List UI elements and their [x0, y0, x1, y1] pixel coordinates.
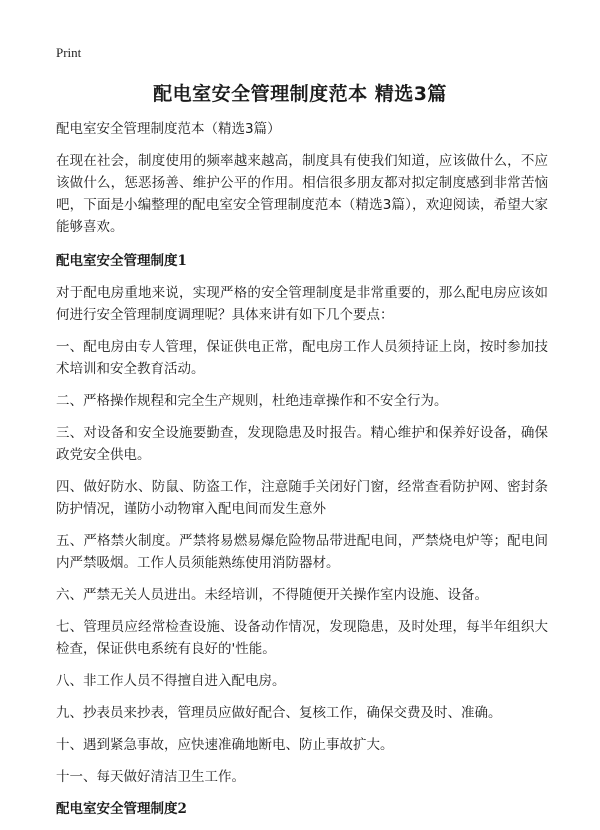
article-body	[56, 118, 548, 830]
list-item: 八、非工作人员不得擅自进入配电房。	[56, 673, 286, 689]
print-link[interactable]: Print	[56, 45, 82, 60]
list-item: 七、管理员应经常检查设施、设备动作情况，发现隐患，及时处理，每半年组织大检查，保证供电系统有良好的'性能。	[56, 619, 548, 657]
list-item: 一、配电房由专人管理，保证供电正常，配电房工作人员须持证上岗，按时参加技术培训和安全教育活动。	[56, 339, 548, 377]
section-lead: 对于配电房重地来说，实现严格的安全管理制度是非常重要的，那么配电房应该如何进行安全管理制度调理呢？具体来讲有如下几个要点：	[56, 285, 548, 323]
list-item: 三、对设备和安全设施要勤查，发现隐患及时报告。精心维护和保养好设备，确保政党安全供电。	[56, 425, 548, 463]
intro-paragraph: 在现在社会，制度使用的频率越来越高，制度具有使我们知道，应该做什么，不应该做什么，惩恶扬善、维护公平的作用。相信很多朋友都对拟定制度感到非常苦恼吧，下面是小编整理的配电室安全管理制度范本（精选3篇），欢迎阅读，希望大家能够喜欢。	[56, 153, 548, 235]
section-heading-1: 配电室安全管理制度1	[56, 253, 187, 269]
list-item: 九、抄表员来抄表，管理员应做好配合、复核工作，确保交费及时、准确。	[56, 705, 502, 721]
list-item: 六、严禁无关人员进出。未经培训，不得随便开关操作室内设施、设备。	[56, 587, 488, 603]
article-subtitle: 配电室安全管理制度范本（精选3篇）	[56, 121, 281, 137]
list-item: 十、遇到紧急事故，应快速准确地断电、防止事故扩大。	[56, 737, 394, 753]
list-item: 十一、每天做好清洁卫生工作。	[56, 769, 245, 785]
rule-list	[56, 336, 548, 788]
section-heading-2: 配电室安全管理制度2	[56, 801, 187, 817]
list-item: 四、做好防水、防鼠、防盗工作，注意随手关闭好门窗，经常查看防护网、密封条防护情况，谨防小动物窜入配电间而发生意外	[56, 479, 548, 517]
list-item: 五、严格禁火制度。严禁将易燃易爆危险物品带进配电间，严禁烧电炉等；配电间内严禁吸烟。工作人员须能熟练使用消防器材。	[56, 533, 548, 571]
list-item: 二、严格操作规程和完全生产规则，杜绝违章操作和不安全行为。	[56, 393, 448, 409]
page-title: 配电室安全管理制度范本 精选3篇	[153, 83, 447, 105]
